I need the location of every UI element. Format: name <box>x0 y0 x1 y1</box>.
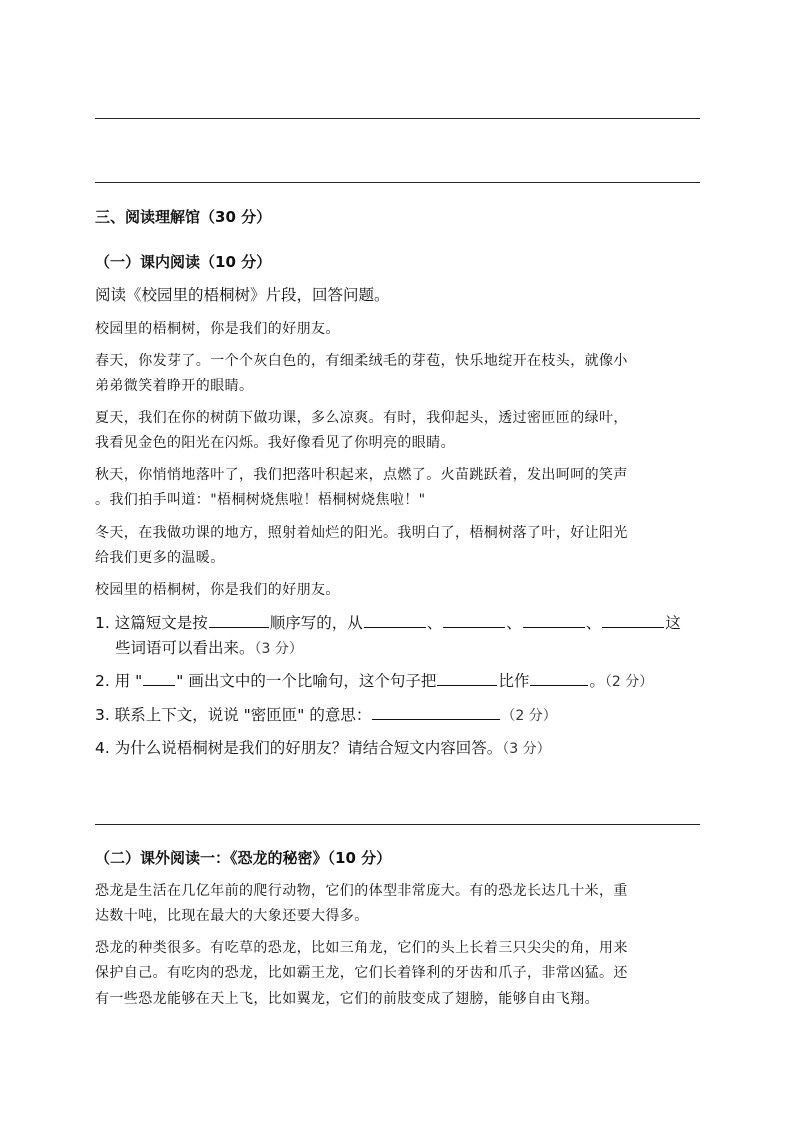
answer-blank[interactable] <box>364 613 426 628</box>
question-text: 3. 联系上下文，说说 "密匝匝" 的意思： <box>95 706 372 724</box>
question-3 <box>95 703 557 725</box>
passage-line: 。我们拍手叫道："梧桐树烧焦啦！梧桐树烧焦啦！" <box>95 492 426 508</box>
answer-line <box>95 118 700 119</box>
passage-line: 校园里的梧桐树，你是我们的好朋友。 <box>95 321 340 337</box>
part2-heading: （二）课外阅读一：《恐龙的秘密》（10 分） <box>95 849 392 867</box>
part1-intro: 阅读《校园里的梧桐树》片段，回答问题。 <box>95 286 390 304</box>
question-text: 、 <box>426 614 443 632</box>
passage-line: 校园里的梧桐树，你是我们的好朋友。 <box>95 582 340 598</box>
question-text: 、 <box>506 614 522 632</box>
question-text: 。 <box>589 672 605 690</box>
answer-blank[interactable] <box>523 613 585 628</box>
question-text: 比作 <box>498 672 530 690</box>
passage-line: 夏天，我们在你的树荫下做功课，多么凉爽。有时，我仰起头，透过密匝匝的绿叶， <box>95 410 628 426</box>
points-label: （3 分） <box>502 741 551 757</box>
question-2 <box>95 669 653 691</box>
passage-line: 恐龙的种类很多。有吃草的恐龙，比如三角龙，它们的头上长着三只尖尖的角，用来 <box>95 940 628 956</box>
question-text: " 画出文中的一个比喻句，这个句子把 <box>176 672 437 690</box>
answer-blank[interactable] <box>443 613 505 628</box>
passage-line: 冬天，在我做功课的地方，照射着灿烂的阳光。我明白了，梧桐树落了叶，好让阳光 <box>95 525 628 541</box>
points-label: （2 分） <box>604 674 654 690</box>
question-text: 1. 这篇短文是按 <box>95 614 208 632</box>
points-label: （3 分） <box>254 641 303 657</box>
points-label: （2 分） <box>501 708 557 724</box>
question-text: 、 <box>585 614 602 632</box>
question-text: 这 <box>665 614 681 632</box>
answer-blank[interactable] <box>143 671 175 686</box>
answer-blank[interactable] <box>602 613 664 628</box>
passage-line: 恐龙是生活在几亿年前的爬行动物，它们的体型非常庞大。有的恐龙长达几十米，重 <box>95 883 628 899</box>
passage-line: 弟弟微笑着睁开的眼睛。 <box>95 378 254 394</box>
passage-line: 有一些恐龙能够在天上飞，比如翼龙，它们的前肢变成了翅膀，能够自由飞翔。 <box>95 991 599 1007</box>
question-text: 顺序写的，从 <box>269 614 363 632</box>
answer-line <box>95 182 700 183</box>
passage-line: 春天，你发芽了。一个个灰白色的，有细柔绒毛的芽苞，快乐地绽开在枝头，就像小 <box>95 353 628 369</box>
question-4 <box>95 736 551 758</box>
question-text: 4. 为什么说梧桐树是我们的好朋友？请结合短文内容回答。 <box>95 739 503 757</box>
passage-line: 我看见金色的阳光在闪烁。我好像看见了你明亮的眼睛。 <box>95 435 455 451</box>
answer-blank[interactable] <box>209 613 269 628</box>
part1-heading: （一）课内阅读（10 分） <box>95 253 272 271</box>
passage-line: 保护自己。有吃肉的恐龙，比如霸王龙，它们长着锋利的牙齿和爪子，非常凶猛。还 <box>95 965 628 981</box>
passage-line: 秋天，你悄悄地落叶了，我们把落叶积起来，点燃了。火苗跳跃着，发出呵呵的笑声 <box>95 467 628 483</box>
passage-line: 达数十吨，比现在最大的大象还要大得多。 <box>95 908 369 924</box>
answer-blank[interactable] <box>372 705 500 720</box>
section-title: 三、阅读理解馆（30 分） <box>95 208 272 226</box>
passage-line: 给我们更多的温暖。 <box>95 550 225 566</box>
answer-blank[interactable] <box>437 671 497 686</box>
question-text: 2. 用 " <box>95 672 143 690</box>
question-1 <box>95 611 681 633</box>
question-text: 些词语可以看出来。 <box>115 639 255 657</box>
answer-blank[interactable] <box>530 671 588 686</box>
answer-line <box>95 824 700 825</box>
question-1-continued <box>115 636 303 658</box>
